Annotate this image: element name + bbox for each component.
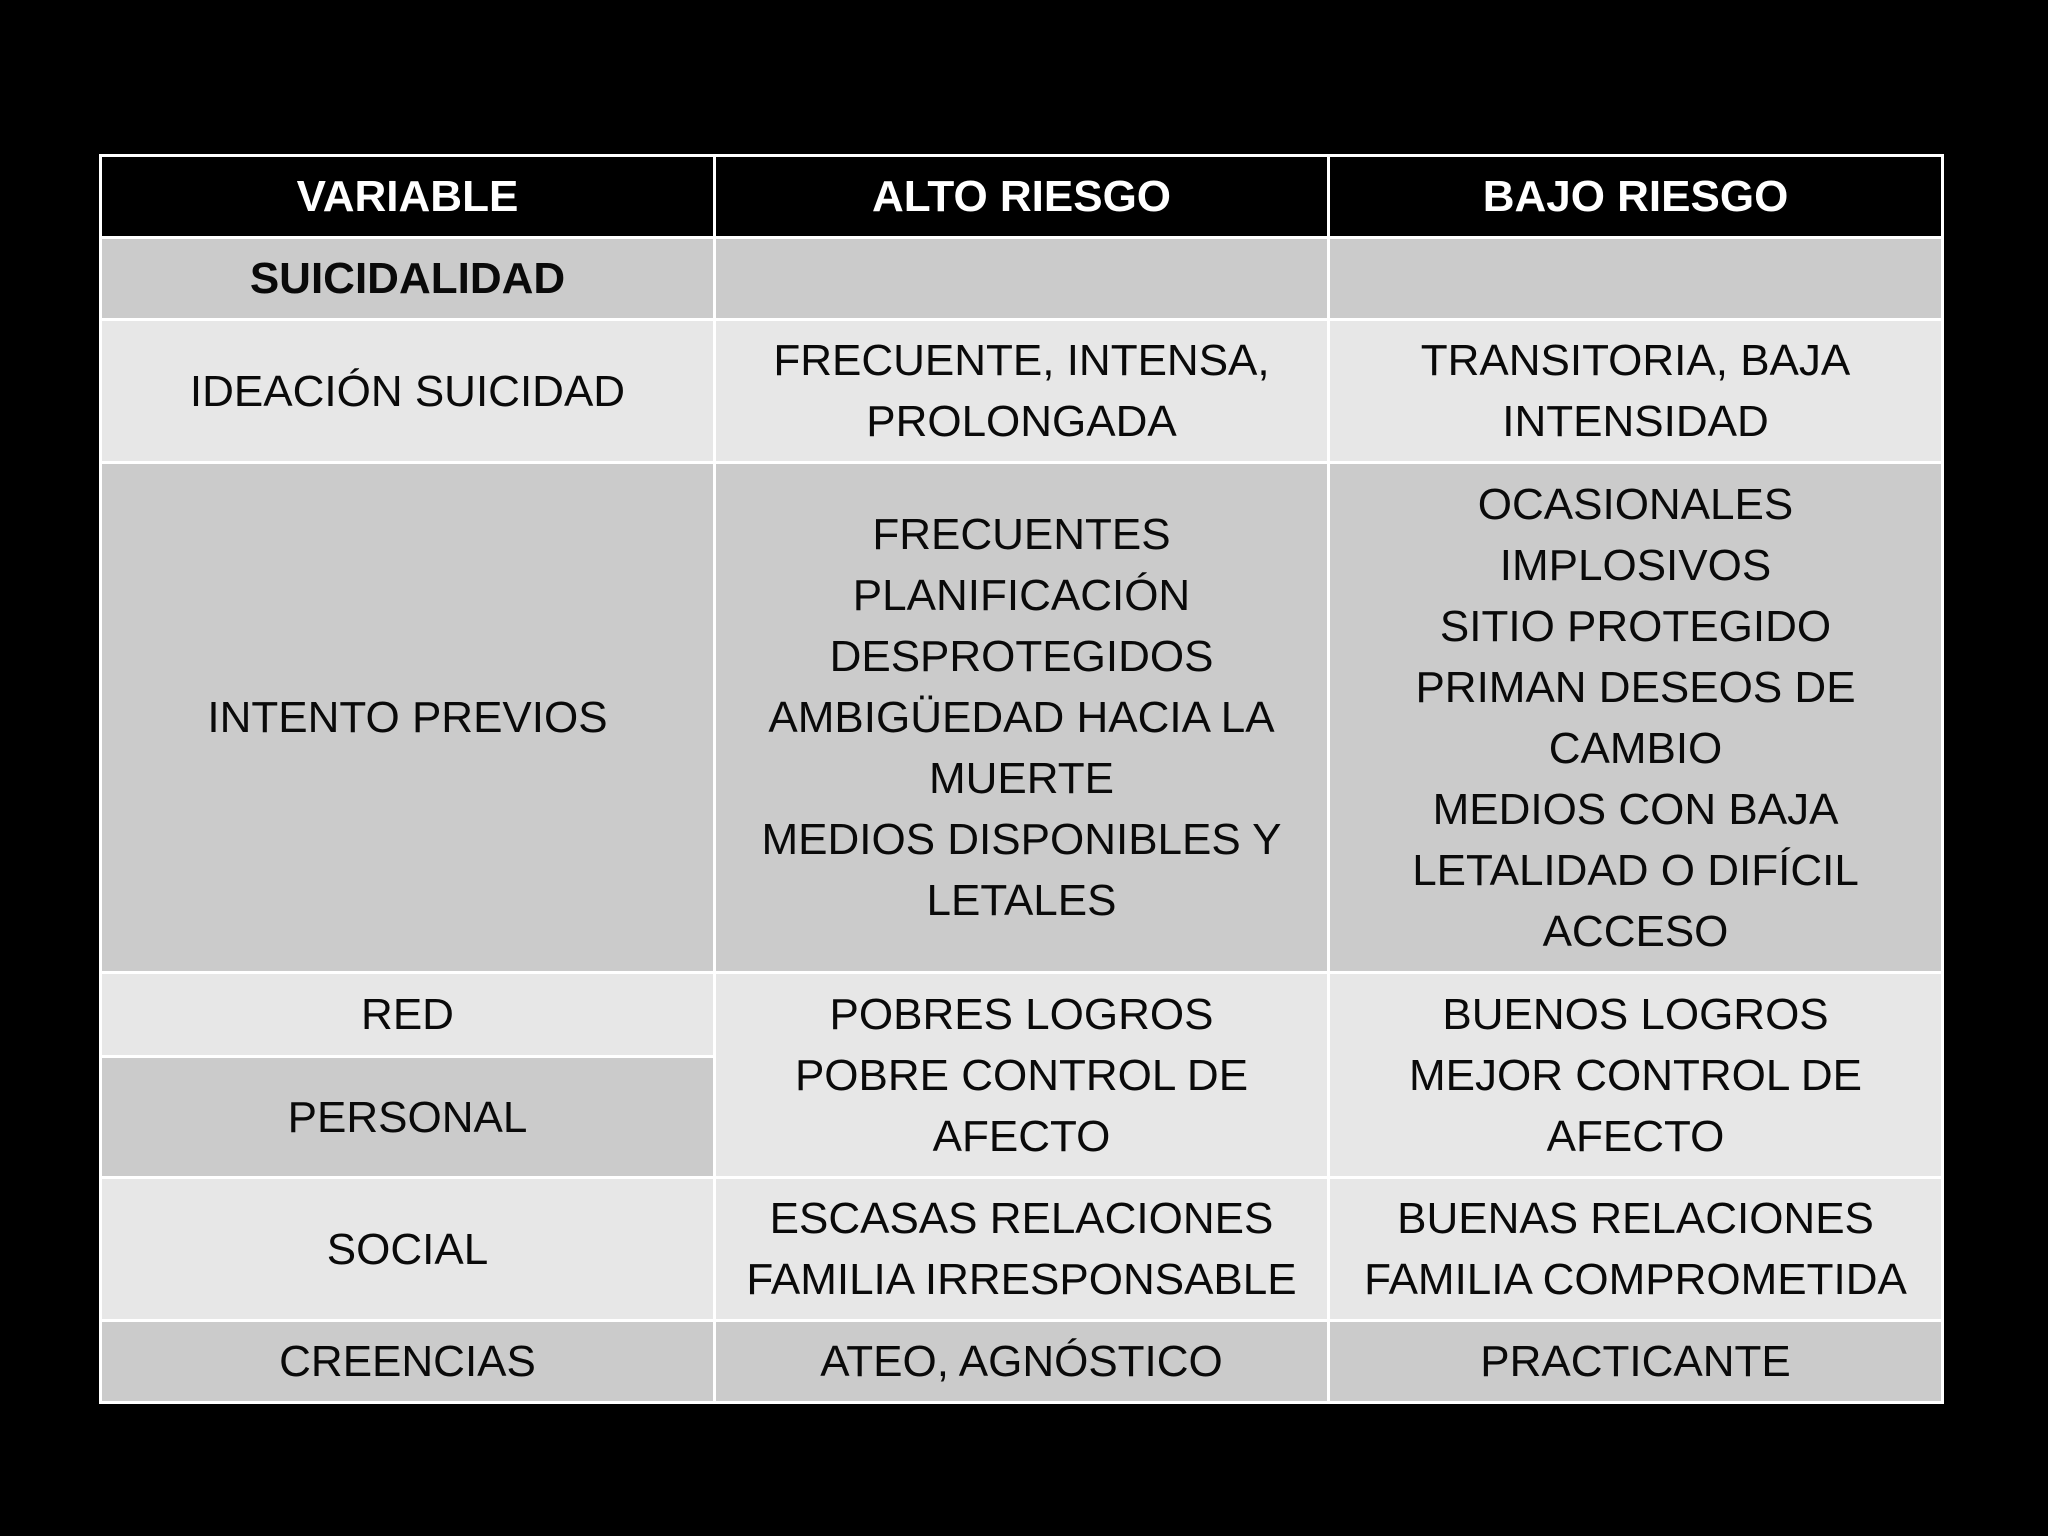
cell-alto-creencias: ATEO, AGNÓSTICO: [715, 1321, 1329, 1403]
cell-bajo-red-personal: [1329, 973, 1943, 1178]
cell-line: SITIO PROTEGIDO: [1439, 601, 1832, 651]
cell-line: OCASIONALES: [1477, 479, 1794, 529]
cell-line: CAMBIO: [1548, 723, 1723, 773]
cell-line: MEDIOS CON BAJA: [1432, 784, 1839, 834]
cell-line: MEJOR CONTROL DE: [1408, 1050, 1863, 1100]
cell-line: FRECUENTE, INTENSA,: [773, 336, 1270, 385]
cell-variable-creencias: CREENCIAS: [101, 1321, 715, 1403]
header-alto-riesgo: ALTO RIESGO: [715, 156, 1329, 238]
cell-line: ACCESO: [1542, 906, 1729, 956]
row-social: [101, 1178, 1943, 1321]
cell-alto-suicidalidad: [715, 238, 1329, 320]
cell-bajo-ideacion: [1329, 320, 1943, 463]
cell-line: AMBIGÜEDAD HACIA LA: [768, 693, 1275, 742]
cell-alto-intento: [715, 463, 1329, 973]
cell-line: LETALIDAD O DIFÍCIL: [1412, 845, 1859, 895]
cell-line: AFECTO: [932, 1111, 1111, 1161]
row-red: [101, 973, 1943, 1057]
cell-bajo-intento: [1329, 463, 1943, 973]
cell-line: FRECUENTES: [872, 510, 1171, 559]
cell-line: PRIMAN DESEOS DE: [1415, 662, 1856, 712]
cell-line: PLANIFICACIÓN: [852, 571, 1191, 620]
cell-variable-personal: PERSONAL: [101, 1057, 715, 1178]
cell-line: POBRES LOGROS: [829, 989, 1214, 1039]
cell-alto-red-personal: [715, 973, 1329, 1178]
cell-line: ESCASAS RELACIONES: [769, 1194, 1274, 1243]
cell-alto-social: [715, 1178, 1329, 1321]
cell-variable-social: SOCIAL: [101, 1178, 715, 1321]
header-row: [101, 156, 1943, 238]
header-variable: VARIABLE: [101, 156, 715, 238]
cell-line: MEDIOS DISPONIBLES Y: [761, 815, 1282, 864]
cell-variable-suicidalidad: SUICIDALIDAD: [101, 238, 715, 320]
cell-line: FAMILIA COMPROMETIDA: [1364, 1255, 1907, 1304]
row-ideacion: [101, 320, 1943, 463]
row-creencias: [101, 1321, 1943, 1403]
cell-variable-intento: INTENTO PREVIOS: [101, 463, 715, 973]
cell-alto-ideacion: [715, 320, 1329, 463]
cell-line: BUENOS LOGROS: [1442, 989, 1829, 1039]
row-suicidalidad: [101, 238, 1943, 320]
cell-line: LETALES: [926, 876, 1117, 925]
cell-line: IMPLOSIVOS: [1499, 540, 1772, 590]
cell-line: AFECTO: [1546, 1111, 1725, 1161]
cell-bajo-creencias: PRACTICANTE: [1329, 1321, 1943, 1403]
cell-line: PROLONGADA: [866, 397, 1177, 446]
cell-bajo-social: [1329, 1178, 1943, 1321]
cell-bajo-suicidalidad: [1329, 238, 1943, 320]
header-bajo-riesgo: BAJO RIESGO: [1329, 156, 1943, 238]
cell-line: TRANSITORIA, BAJA: [1420, 336, 1851, 385]
cell-variable-red: RED: [101, 973, 715, 1057]
risk-table: [99, 154, 1944, 1404]
cell-line: FAMILIA IRRESPONSABLE: [746, 1255, 1297, 1304]
cell-line: INTENSIDAD: [1502, 397, 1769, 446]
cell-line: DESPROTEGIDOS: [829, 632, 1214, 681]
cell-line: BUENAS RELACIONES: [1397, 1194, 1874, 1243]
row-intento: [101, 463, 1943, 973]
cell-line: POBRE CONTROL DE: [794, 1050, 1249, 1100]
cell-variable-ideacion: IDEACIÓN SUICIDAD: [101, 320, 715, 463]
cell-line: MUERTE: [929, 754, 1114, 803]
